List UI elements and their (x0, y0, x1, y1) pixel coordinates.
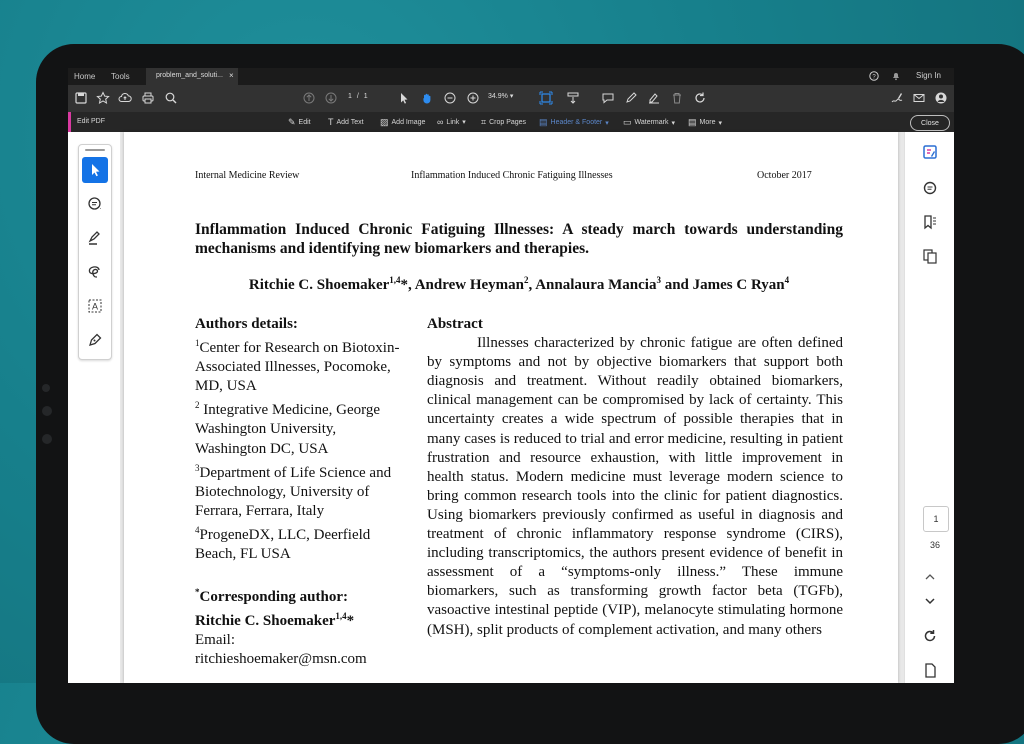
cursor-icon (87, 162, 103, 178)
affiliation-text: Department of Life Science and Biotechnology, University of Ferrara, Ferrara, Italy (195, 464, 392, 519)
author-name: Annalaura Mancia (535, 277, 657, 293)
edit-accent-bar (68, 112, 71, 132)
zoom-in-icon[interactable] (465, 90, 481, 106)
add-text-button[interactable] (328, 117, 364, 127)
image-icon: ▨ (380, 117, 389, 127)
scroll-down-button[interactable] (920, 591, 940, 611)
corresponding-mark: * (346, 613, 355, 630)
pages-icon (922, 248, 938, 264)
chevron-up-icon (922, 569, 938, 585)
edit-pdf-label: Edit PDF (77, 118, 106, 125)
crop-pages-button[interactable] (481, 117, 526, 128)
chevron-down-icon (922, 593, 938, 609)
total-pages: 1 (363, 93, 368, 100)
text-box-tool[interactable] (82, 293, 108, 319)
corresponding-author-heading (195, 583, 407, 607)
edit-button[interactable] (288, 117, 311, 128)
page-indicator[interactable] (348, 93, 368, 100)
affiliation (195, 521, 407, 564)
print-icon[interactable] (140, 90, 156, 106)
hand-tool-icon[interactable] (419, 90, 435, 106)
email-label: Email: (195, 632, 235, 649)
previous-page-icon[interactable] (301, 90, 317, 106)
draw-tool[interactable] (82, 259, 108, 285)
chevron-down-icon: ▾ (605, 119, 609, 127)
zoom-out-icon[interactable] (442, 90, 458, 106)
svg-text:A: A (91, 301, 99, 312)
affiliation-text: Integrative Medicine, George Washington University, Washington DC, USA (195, 402, 380, 457)
crop-pages-label: Crop Pages (489, 119, 527, 126)
edit-pdf-icon (922, 144, 938, 160)
comment-icon (87, 196, 103, 212)
fill-sign-icon[interactable] (889, 90, 905, 106)
author-affiliation: 2 (524, 275, 529, 285)
tab-tools[interactable]: Tools (111, 72, 130, 81)
bell-icon[interactable] (891, 71, 901, 83)
more-label: More (699, 119, 716, 126)
chevron-down-icon: ▾ (671, 119, 675, 127)
corresponding-affiliation: 1,4 (335, 611, 347, 622)
zoom-value: 34.9% (488, 93, 508, 100)
running-header-right: October 2017 (757, 170, 812, 181)
article-title: Inflammation Induced Chronic Fatiguing Illnesses: A steady march towards understanding mechanisms and identifying new biomarkers and therapies. (195, 221, 843, 257)
fit-page-icon[interactable] (538, 90, 554, 106)
scroll-up-button[interactable] (920, 567, 940, 587)
current-page-box[interactable]: 1 (923, 506, 949, 532)
author-affiliation: 1,4 (389, 275, 401, 285)
current-page-field[interactable]: 1 (348, 93, 352, 100)
link-button[interactable] (437, 117, 466, 127)
author-list (195, 275, 843, 294)
pen-nib-icon (87, 332, 103, 348)
tab-bar (68, 68, 954, 85)
bookmarks-button[interactable] (920, 212, 940, 232)
main-toolbar (68, 85, 954, 112)
affiliation (195, 334, 407, 396)
sensor-dot (42, 434, 52, 444)
svg-text:?: ? (872, 74, 876, 81)
author-details-heading: Authors details: (195, 316, 298, 332)
refresh-button[interactable] (920, 626, 940, 646)
comment-list-icon (922, 180, 938, 196)
affiliation (195, 459, 407, 521)
tab-document-label: problem_and_soluti... (156, 72, 223, 79)
acrobat-window (68, 68, 954, 683)
add-image-label: Add Image (391, 119, 426, 126)
add-text-label: Add Text (336, 118, 364, 126)
corresponding-star: * (195, 587, 200, 598)
header-footer-label: Header & Footer (550, 119, 603, 126)
search-icon[interactable] (163, 90, 179, 106)
affiliation-text: ProgeneDX, LLC, Deerfield Beach, FL USA (195, 526, 371, 563)
star-icon[interactable] (95, 90, 111, 106)
author-name: James C Ryan (692, 277, 785, 293)
watermark-icon: ▭ (623, 117, 632, 127)
close-edit-button[interactable]: Close (910, 115, 950, 131)
rotate-icon[interactable] (692, 90, 708, 106)
running-header-left: Internal Medicine Review (195, 170, 300, 181)
watermark-button[interactable] (623, 117, 675, 128)
select-tool[interactable] (82, 157, 108, 183)
right-tools-panel (904, 132, 954, 683)
comment-tool[interactable] (82, 191, 108, 217)
next-page-icon[interactable] (323, 90, 339, 106)
cloud-upload-icon[interactable] (117, 90, 133, 106)
chevron-down-icon: ▾ (462, 119, 466, 126)
sensor-dot (42, 406, 52, 416)
affiliation-text: Center for Research on Biotoxin-Associated Illnesses, Pocomoke, MD, USA (195, 340, 400, 395)
sign-tool[interactable] (82, 327, 108, 353)
more-button[interactable] (688, 117, 722, 128)
affiliation-number: 2 (195, 400, 200, 411)
author-name: Ritchie C. Shoemaker (248, 277, 390, 293)
trash-icon[interactable] (669, 90, 685, 106)
text-box-icon (87, 298, 103, 314)
account-icon[interactable] (933, 90, 949, 106)
close-tab-icon[interactable]: × (229, 71, 234, 80)
comment-icon[interactable] (600, 90, 616, 106)
text-t-icon: T (328, 117, 334, 127)
highlighter-icon (87, 230, 103, 246)
watermark-label: Watermark (634, 119, 669, 126)
affiliation-number: 1 (195, 338, 200, 349)
rail-grip[interactable] (85, 149, 105, 151)
abstract-heading: Abstract (427, 316, 483, 332)
pen-icon[interactable] (623, 90, 639, 106)
bookmark-icon (922, 214, 938, 230)
lasso-icon (87, 264, 103, 280)
affiliation-number: 3 (195, 462, 200, 473)
header-footer-button[interactable] (539, 117, 609, 128)
link-icon: ∞ (437, 117, 444, 127)
abstract-text: Illnesses characterized by chronic fatigue are often defined by symptoms and not by objective biomarkers that support both diagnosis and treatment. Without readily obtained biomarkers, clinical management can be compromised by lack of certainty. This uncertainty creates a wide spectrum of possible therapies that in many cases is reduced to trial and error medicine, resulting in patient frustration and resource exhaustion, with little improvement in health status. Modern medicine must leverage modern science to bring common research tools into the clinic for patient diagnostics. Using biomarkers previously confirmed as useful in diagnosis and treatment of chronic inflammatory response syndrome (CIRS), including transcriptomics, the authors present evidence of benefit in assessment of a “symptoms-only illness.” These immune biomarkers, such as transforming growth factor beta (TGFb), vasoactive intestinal peptide (VIP), melanocyte stimulating hormone (MSH), split products of complement activation, and many others (427, 335, 843, 638)
corresponding-heading-text: Corresponding author: (199, 589, 348, 606)
tab-home[interactable]: Home (74, 72, 96, 81)
running-header-center: Inflammation Induced Chronic Fatiguing Illnesses (411, 170, 613, 181)
zoom-level[interactable] (488, 92, 513, 100)
left-tools-panel (68, 132, 120, 683)
author-separator: , (528, 277, 536, 293)
corresponding-name-text: Ritchie C. Shoemaker (195, 613, 336, 630)
edit-button-label: Edit (298, 119, 311, 126)
email-icon[interactable] (911, 90, 927, 106)
tab-document[interactable] (146, 68, 238, 85)
author-separator: *, (400, 277, 415, 293)
crop-icon: ⌗ (481, 117, 487, 127)
affiliation (195, 396, 407, 458)
select-cursor-icon[interactable] (396, 90, 412, 106)
scroll-mode-icon[interactable] (565, 90, 581, 106)
author-name: Andrew Heyman (414, 277, 525, 293)
author-affiliation: 4 (784, 275, 790, 285)
affiliation-number: 4 (195, 524, 200, 535)
sign-in-link[interactable]: Sign In (916, 71, 941, 80)
refresh-icon (922, 628, 938, 644)
page-view-button[interactable] (920, 660, 940, 680)
edit-pdf-tool-button[interactable] (920, 142, 940, 162)
sign-icon[interactable] (646, 90, 662, 106)
corresponding-author-name (195, 607, 407, 631)
email-address[interactable]: ritchieshoemaker@msn.com (195, 651, 367, 668)
chevron-down-icon: ▾ (718, 119, 722, 127)
author-details-column (195, 315, 407, 670)
comments-panel-button[interactable] (920, 178, 940, 198)
header-footer-icon: ▤ (539, 117, 548, 127)
camera-dot (42, 384, 50, 392)
highlight-tool[interactable] (82, 225, 108, 251)
edit-pdf-toolbar (68, 112, 954, 132)
document-page-icon (922, 662, 938, 678)
help-icon[interactable] (869, 71, 879, 83)
chevron-down-icon: ▾ (509, 93, 514, 100)
save-icon[interactable] (73, 90, 89, 106)
author-affiliation: 3 (656, 275, 661, 285)
more-icon: ▤ (688, 117, 697, 127)
add-image-button[interactable] (380, 117, 425, 128)
page-separator: / (356, 93, 359, 100)
page-thumbnails-button[interactable] (920, 246, 940, 266)
abstract-column (427, 315, 843, 640)
edit-text-icon: ✎ (288, 117, 296, 127)
link-label: Link (446, 118, 460, 126)
page-count: 36 (929, 540, 940, 550)
author-separator: and (660, 277, 693, 293)
quick-tools-rail (78, 144, 112, 360)
